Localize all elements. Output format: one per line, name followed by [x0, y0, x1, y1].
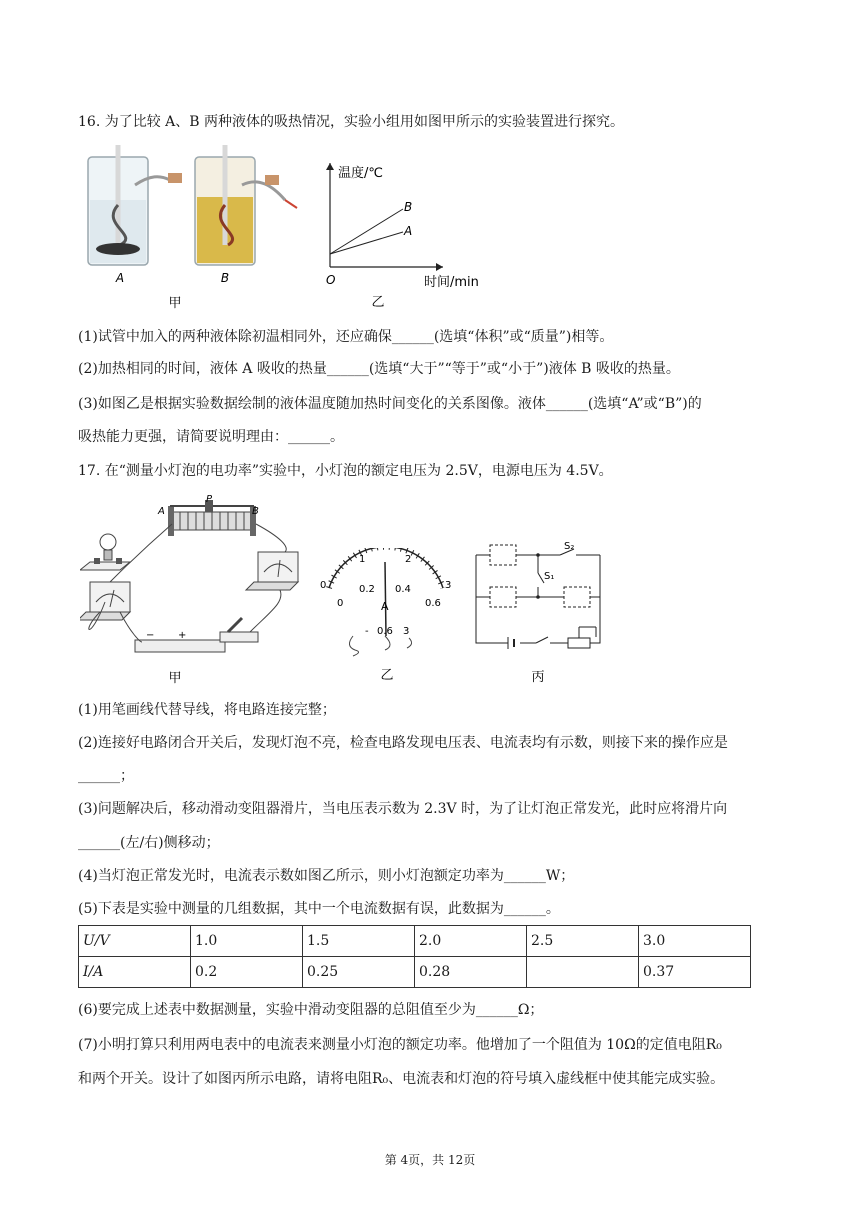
q17-item-2: (2)连接好电路闭合开关后，发现灯泡不亮，检查电路发现电压表、电流表均有示数，则接下来的操作应是 — [78, 735, 728, 751]
q17-title: 17. 在“测量小灯泡的电功率”实验中，小灯泡的额定电压为 2.5V，电源电压为 4.5V。 — [78, 463, 613, 479]
q16-beakers-figure — [80, 145, 310, 310]
q16-fig-jia-label: 甲 — [168, 296, 182, 310]
table-cell: 2.5 — [527, 926, 639, 957]
q16-fig-yi-label: 乙 — [371, 295, 385, 310]
q16-temperature-graph — [318, 155, 488, 310]
svg-text:−: − — [146, 630, 155, 641]
table-cell: 0.28 — [415, 957, 527, 988]
q16-item-3b: 吸热能力更强，请简要说明理由：______。 — [78, 429, 344, 445]
battery-icon — [135, 630, 225, 652]
q17-data-table — [78, 925, 751, 988]
q17-item-4: (4)当灯泡正常发光时，电流表示数如图乙所示，则小灯泡额定功率为______W； — [78, 868, 575, 884]
dial-bottom-tick-3: 0.6 — [425, 598, 441, 609]
dial-top-tick-1: 1 — [359, 554, 366, 565]
dial-unit: A — [381, 600, 389, 613]
q17-item-5: (5)下表是实验中测量的几组数据，其中一个电流数据有误，此数据为______。 — [78, 901, 560, 917]
dial-terminal-3: 3 — [403, 626, 410, 637]
graph-line-b-label: B — [404, 200, 413, 214]
q16-item-2: (2)加热相同的时间，液体 A 吸收的热量______(选填“大于”“等于”或“小于”)液体 B 吸收的热量。 — [78, 361, 680, 377]
ammeter-icon — [80, 582, 130, 620]
q17-fig-jia-label: 甲 — [168, 671, 182, 686]
dial-top-tick-2: 2 — [405, 554, 412, 565]
beaker-b-label: B — [220, 271, 230, 285]
q17-circuit-diagram — [468, 535, 618, 687]
table-cell — [527, 957, 639, 988]
page-footer: 第 4页，共 12页 — [384, 1153, 476, 1167]
table-cell: 0.25 — [303, 957, 415, 988]
beaker-a-label: A — [115, 271, 125, 285]
voltmeter-icon — [246, 552, 298, 590]
q17-item-7b: 和两个开关。设计了如图丙所示电路，请将电阻R₀、电流表和灯泡的符号填入虚线框中使其能完成实验。 — [78, 1071, 725, 1087]
table-cell: 0.2 — [191, 957, 303, 988]
beaker-a-icon — [88, 145, 182, 265]
dial-top-tick-3: 3 — [445, 580, 452, 591]
q17-item-3b: ______(左/右)侧移动； — [78, 835, 220, 851]
circuit-s1-label: S₁ — [544, 571, 555, 582]
q17-item-6: (6)要完成上述表中数据测量，实验中滑动变阻器的总阻值至少为______Ω； — [78, 1002, 544, 1018]
graph-line-b — [330, 209, 403, 254]
graph-line-a — [330, 232, 403, 254]
table-row — [79, 926, 751, 957]
q16-item-3: (3)如图乙是根据实验数据绘制的液体温度随加热时间变化的关系图像。液体______(选填“A”或“B”)的 — [78, 396, 702, 412]
beaker-b-icon — [195, 145, 297, 265]
graph-origin: O — [326, 273, 336, 287]
table-cell: U/V — [79, 926, 191, 957]
svg-text:+: + — [178, 630, 187, 641]
rheostat-a-label: A — [158, 506, 165, 517]
dial-top-tick-0: 0 — [320, 580, 327, 591]
rheostat-p-label: P — [206, 494, 213, 505]
table-cell: 1.5 — [303, 926, 415, 957]
table-cell: 2.0 — [415, 926, 527, 957]
dial-terminal-06: 0.6 — [377, 626, 393, 637]
dial-bottom-tick-2: 0.4 — [395, 584, 411, 595]
q17-item-3: (3)问题解决后，移动滑动变阻器滑片，当电压表示数为 2.3V 时，为了让灯泡正常发光，此时应将滑片向 — [78, 801, 728, 817]
q17-fig-bing-label: 丙 — [531, 670, 545, 685]
q17-apparatus-figure — [80, 492, 310, 687]
q16-title: 16. 为了比较 A、B 两种液体的吸热情况，实验小组用如图甲所示的实验装置进行探究。 — [78, 114, 625, 130]
q16-item-1: (1)试管中加入的两种液体除初温相同外，还应确保______(选填“体积”或“质量”)相等。 — [78, 329, 614, 345]
graph-ylabel: 温度/℃ — [338, 166, 383, 181]
table-cell: I/A — [79, 957, 191, 988]
table-cell: 0.37 — [639, 957, 751, 988]
rheostat-b-label: B — [252, 506, 259, 517]
table-cell: 3.0 — [639, 926, 751, 957]
circuit-s2-label: S₂ — [564, 541, 575, 552]
q17-item-7: (7)小明打算只利用两电表中的电流表来测量小灯泡的额定功率。他增加了一个阻值为 10Ω的定值电阻R₀ — [78, 1037, 722, 1053]
graph-line-a-label: A — [404, 224, 413, 238]
bulb-icon — [80, 534, 130, 570]
q17-item-1: (1)用笔画线代替导线，将电路连接完整； — [78, 702, 336, 718]
dial-pointer — [385, 562, 386, 636]
rheostat-icon — [168, 500, 256, 536]
table-cell: 1.0 — [191, 926, 303, 957]
dial-bottom-tick-1: 0.2 — [359, 584, 375, 595]
q17-item-2b: ______； — [78, 768, 134, 784]
dial-terminal-neg: - — [365, 626, 369, 637]
q17-ammeter-dial — [315, 548, 460, 688]
q17-fig-yi-label: 乙 — [380, 668, 394, 683]
table-row — [79, 957, 751, 988]
graph-xlabel: 时间/min — [424, 275, 479, 290]
dial-bottom-tick-0: 0 — [337, 598, 344, 609]
